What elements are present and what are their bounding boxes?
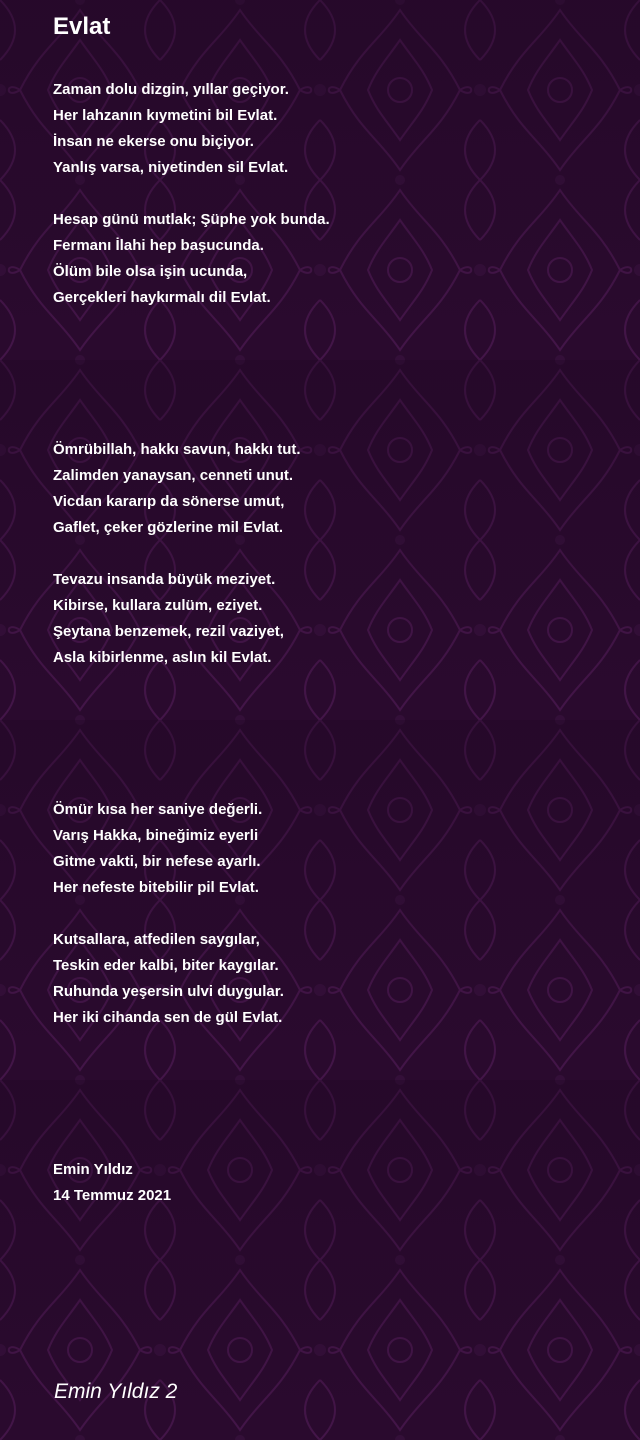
poem-signature [53, 1157, 171, 1209]
poem-title: Evlat [53, 13, 111, 40]
poem-line: Şeytana benzemek, rezil vaziyet, [53, 623, 284, 640]
poem-line: Ruhunda yeşersin ulvi duygular. [53, 983, 284, 1000]
poem-line: Vicdan kararıp da sönerse umut, [53, 493, 285, 510]
poem-line: Gitme vakti, bir nefese ayarlı. [53, 853, 261, 870]
poem-line: Teskin eder kalbi, biter kaygılar. [53, 957, 279, 974]
poem-line: Hesap günü mutlak; Şüphe yok bunda. [53, 211, 330, 228]
poem-line: Gaflet, çeker gözlerine mil Evlat. [53, 519, 284, 536]
stanza-5 [53, 797, 262, 901]
poem-line: Ömür kısa her saniye değerli. [53, 801, 263, 818]
poem-line: Ömrübillah, hakkı savun, hakkı tut. [53, 441, 301, 458]
footer-author-label: Emin Yıldız 2 [54, 1380, 178, 1403]
poem-line: Ölüm bile olsa işin ucunda, [53, 263, 248, 280]
poem-line: Her lahzanın kıymetini bil Evlat. [53, 107, 278, 124]
poem-line: Varış Hakka, bineğimiz eyerli [53, 827, 259, 844]
poem-line: Fermanı İlahi hep başucunda. [53, 237, 264, 254]
stanza-4 [53, 567, 284, 671]
stanza-6 [53, 927, 284, 1031]
poem-line: Kibirse, kullara zulüm, eziyet. [53, 597, 263, 614]
poem-line: Yanlış varsa, niyetinden sil Evlat. [53, 159, 289, 176]
stanza-3 [53, 437, 301, 541]
poem-line: İnsan ne ekerse onu biçiyor. [53, 133, 254, 150]
poem-line: Her nefeste bitebilir pil Evlat. [53, 879, 259, 896]
poem-line: Kutsallara, atfedilen saygılar, [53, 931, 260, 948]
poem-line: Her iki cihanda sen de gül Evlat. [53, 1009, 283, 1026]
poem-date: 14 Temmuz 2021 [53, 1187, 172, 1204]
poem-line: Zaman dolu dizgin, yıllar geçiyor. [53, 81, 289, 98]
poem-line: Zalimden yanaysan, cenneti unut. [53, 467, 294, 484]
poem-author: Emin Yıldız [53, 1161, 133, 1178]
poem-line: Gerçekleri haykırmalı dil Evlat. [53, 289, 271, 306]
stanza-1 [53, 77, 289, 181]
poem-line: Tevazu insanda büyük meziyet. [53, 571, 276, 588]
poem-line: Asla kibirlenme, aslın kil Evlat. [53, 649, 272, 666]
stanza-2 [53, 207, 330, 311]
